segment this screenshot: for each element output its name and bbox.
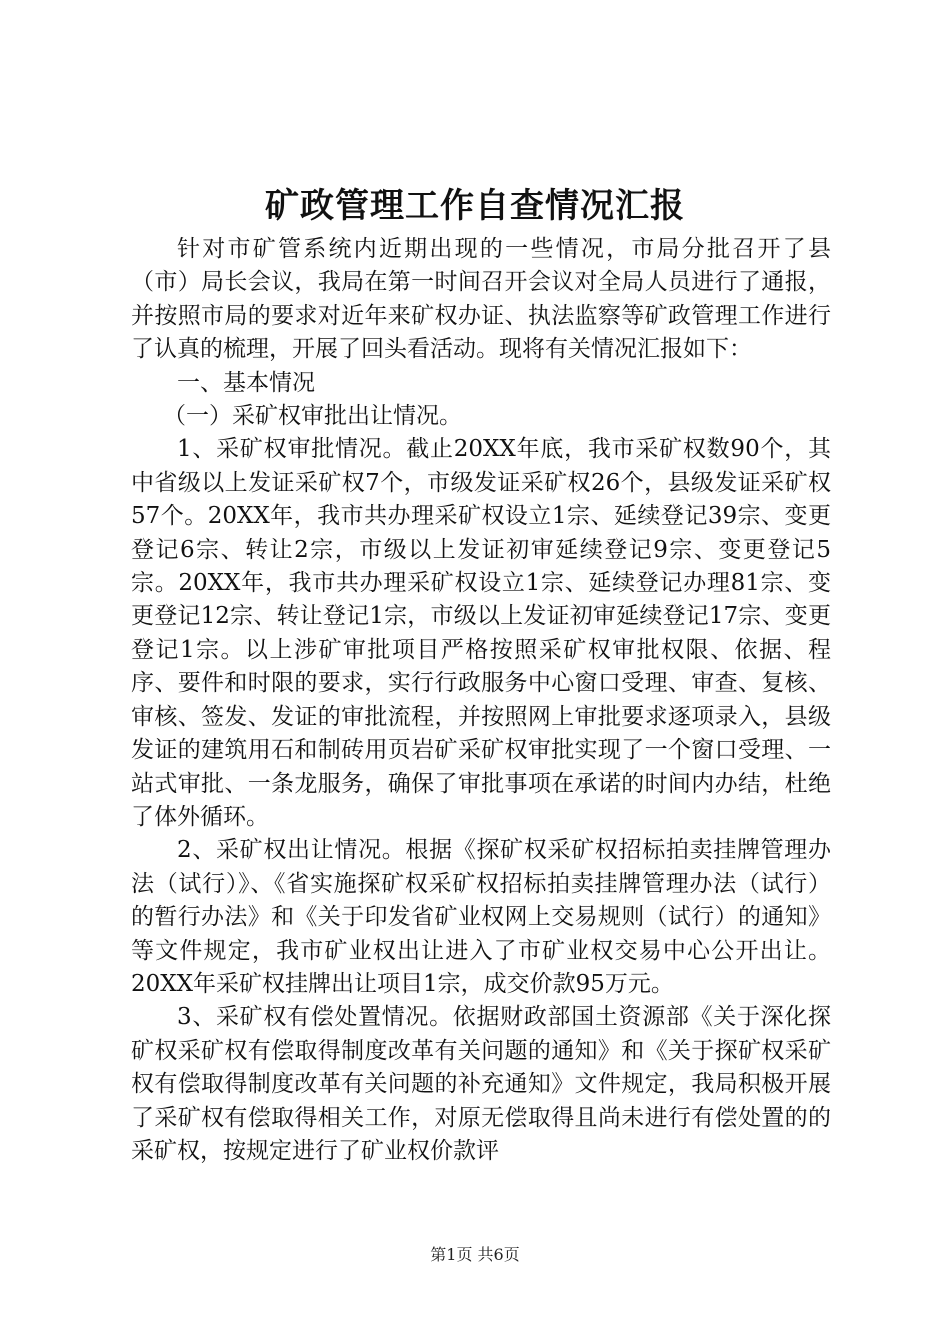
subsection-heading-approval-transfer: （一）采矿权审批出让情况。 (163, 403, 462, 430)
paragraph-approval-situation: 1、采矿权审批情况。截止20XX年底，我市采矿权数90个，其中省级以上发证采矿权7个，市级发证采矿权26个，县级发证采矿权57个。20XX年，我市共办理采矿权设立1宗、延续登记39宗、变更登记6宗、转让2宗，市级以上发证初审延续登记9宗、变更登记5宗。20XX年，我市共办理采矿权设立1宗、延续登记办理81宗、变更登记12宗、转让登记1宗，市级以上发证初审延续登记17宗、变更登记1宗。以上涉矿审批项目严格按照采矿权审批权限、依据、程序、要件和时限的要求，实行行政服务中心窗口受理、审查、复核、审核、签发、发证的审批流程，并按照网上审批要求逐项录入，县级发证的建筑用石和制砖用页岩矿采矿权审批实现了一个窗口受理、一站式审批、一条龙服务，确保了审批事项在承诺的时间内办结，杜绝了体外循环。 (131, 436, 831, 830)
page-number-footer: 第1页 共6页 (430, 1245, 520, 1264)
intro-paragraph: 针对市矿管系统内近期出现的一些情况，市局分批召开了县（市）局长会议，我局在第一时间召开会议对全局人员进行了通报，并按照市局的要求对近年来矿权办证、执法监察等矿政管理工作进行了认真的梳理，开展了回头看活动。现将有关情况汇报如下： (131, 236, 831, 363)
paragraph-paid-disposal: 3、采矿权有偿处置情况。依据财政部国土资源部《关于深化探矿权采矿权有偿取得制度改革有关问题的通知》和《关于探矿权采矿权有偿取得制度改革有关问题的补充通知》文件规定，我局积极开展了采矿权有偿取得相关工作，对原无偿取得且尚未进行有偿处置的的采矿权，按规定进行了矿业权价款评 (131, 1004, 831, 1164)
document-title: 矿政管理工作自查情况汇报 (265, 186, 685, 226)
document-body (131, 233, 831, 1168)
paragraph-transfer-situation: 2、采矿权出让情况。根据《探矿权采矿权招标拍卖挂牌管理办法（试行）》、《省实施探矿权采矿权招标拍卖挂牌管理办法（试行）的暂行办法》和《关于印发省矿业权网上交易规则（试行）的通知》等文件规定，我市矿业权出让进入了市矿业权交易中心公开出让。20XX年采矿权挂牌出让项目1宗，成交价款95万元。 (131, 837, 831, 997)
section-heading-basic-situation: 一、基本情况 (177, 369, 315, 396)
